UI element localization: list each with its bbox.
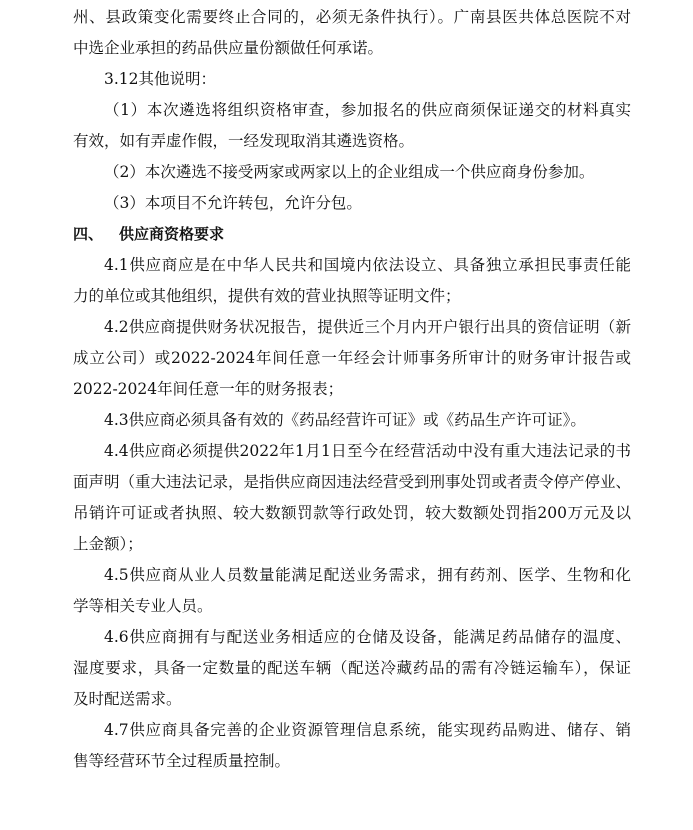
text-line: 吊销许可证或者执照、较大数额罚款等行政处罚，较大数额处罚指200万元及以 <box>73 504 631 522</box>
paragraph-4-7 <box>73 715 631 777</box>
paragraph-p-3-12-3 <box>73 188 631 219</box>
supplier-requirements-list <box>73 250 631 777</box>
paragraph-p-3-12-2 <box>73 157 631 188</box>
section-number: 四、 <box>73 225 104 243</box>
text-line: （2）本次遴选不接受两家或两家以上的企业组成一个供应商身份参加。 <box>104 163 595 181</box>
text-line: 3.12其他说明： <box>104 70 217 88</box>
text-line: 上金额）； <box>73 535 143 553</box>
paragraph-4-3 <box>73 405 631 436</box>
document-page <box>73 2 631 777</box>
text-line: 学等相关专业人员。 <box>73 597 213 615</box>
text-line: 成立公司）或2022-2024年间任意一年经会计师事务所审计的财务审计报告或 <box>73 349 631 367</box>
text-line: 及时配送需求。 <box>73 690 182 708</box>
text-line: 2022-2024年间任意一年的财务报表； <box>73 380 344 398</box>
section-title: 供应商资格要求 <box>119 225 225 243</box>
paragraph-p-cont <box>73 2 631 64</box>
text-line: 售等经营环节全过程质量控制。 <box>73 752 291 770</box>
paragraph-4-1 <box>73 250 631 312</box>
text-line: 4.7供应商具备完善的企业资源管理信息系统，能实现药品购进、储存、销 <box>104 721 631 739</box>
text-line: （1）本次遴选将组织资格审查，参加报名的供应商须保证递交的材料真实 <box>104 101 631 119</box>
text-line: 州、县政策变化需要终止合同的，必须无条件执行）。广南县医共体总医院不对 <box>73 8 631 26</box>
paragraph-p-3-12-1 <box>73 95 631 157</box>
paragraph-4-5 <box>73 560 631 622</box>
text-line: 有效，如有弄虚作假，一经发现取消其遴选资格。 <box>73 132 415 150</box>
paragraph-4-4 <box>73 436 631 560</box>
text-line: 4.3供应商必须具备有效的《药品经营许可证》或《药品生产许可证》。 <box>104 411 586 429</box>
paragraph-p-3-12 <box>73 64 631 95</box>
text-line: 4.2供应商提供财务状况报告，提供近三个月内开户银行出具的资信证明（新 <box>104 318 631 336</box>
text-line: 面声明（重大违法记录，是指供应商因违法经营受到刑事处罚或者责令停产停业、 <box>73 473 632 491</box>
text-line: 4.5供应商从业人员数量能满足配送业务需求，拥有药剂、医学、生物和化 <box>104 566 631 584</box>
text-line: 力的单位或其他组织，提供有效的营业执照等证明文件； <box>73 287 461 305</box>
text-line: 湿度要求，具备一定数量的配送车辆（配送冷藏药品的需有冷链运输车），保证 <box>73 659 631 677</box>
text-line: 4.6供应商拥有与配送业务相适应的仓储及设备，能满足药品储存的温度、 <box>104 628 631 646</box>
text-line: （3）本项目不允许转包，允许分包。 <box>104 194 362 212</box>
text-line: 中选企业承担的药品供应量份额做任何承诺。 <box>73 39 384 57</box>
text-line: 4.4供应商必须提供2022年1月1日至今在经营活动中没有重大违法记录的书 <box>104 442 631 460</box>
paragraph-4-6 <box>73 622 631 715</box>
section-heading <box>73 219 631 250</box>
section-3-12-other-notes <box>73 2 631 219</box>
text-line: 4.1供应商应是在中华人民共和国境内依法设立、具备独立承担民事责任能 <box>104 256 631 274</box>
paragraph-4-2 <box>73 312 631 405</box>
